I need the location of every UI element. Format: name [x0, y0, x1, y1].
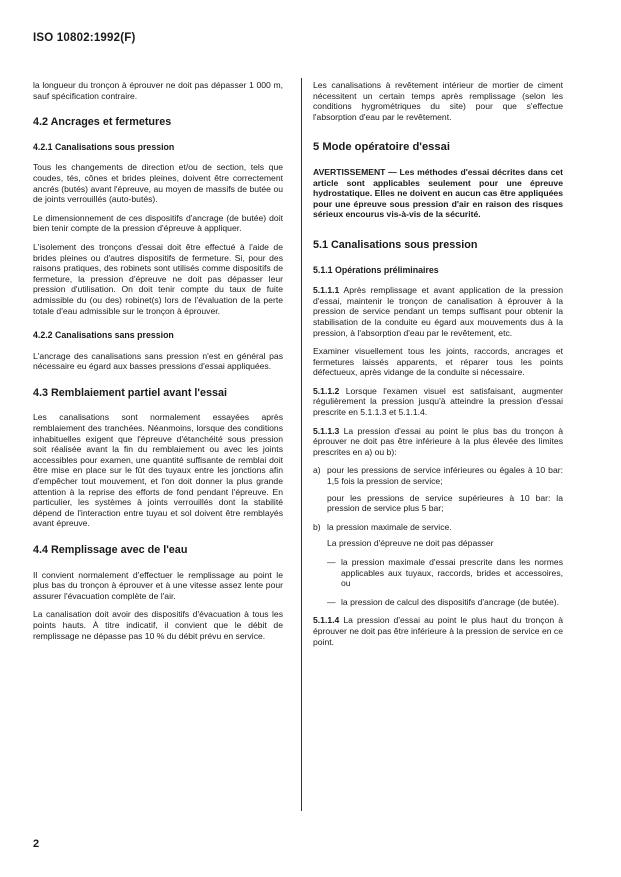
dash-item: [327, 597, 563, 608]
clause-text: Lorsque l'examen visuel est satisfaisant, augmenter régulièrement la pression jusqu'à atteindre la pression d'essai prescrite en 5.1.1.3 et 5.1.1.4.: [313, 385, 564, 418]
heading-4-2-2: 4.2.2 Canalisations sans pression: [33, 330, 174, 341]
clause-number: 5.1.1.4: [313, 615, 340, 626]
paragraph: Les canalisations sont normalement essayées après remblaiement des tranchées. Néanmoins, lorsque des conditions inhabituelles exigent que l'épreuve d'étanchéité sous pression soit réalisée avant la fin du remblaiement ou avec les joints accessibles pour examen, une quantité suffisante de remblai doit être mise en place sur le fût des tuyaux entre les jonctions afin d'empêcher tout mouvement, et l'on doit donner la plus grande attention à la reprise des efforts de fond pendant l'épreuve. En particulier, les systèmes à joints verrouillés dont la stabilité dépend de l'interaction entre tuyau et sol doivent être remblayés avant épreuve.: [33, 412, 283, 529]
paragraph: Examiner visuellement tous les joints, raccords, ancrages et fermetures laissés apparents, et réparer tous les points défectueux, après vidange de la conduite si nécessaire.: [313, 346, 563, 378]
left-column: [33, 80, 283, 649]
clause-text: La pression d'essai au point le plus haut du tronçon à éprouver ne doit pas être inférieure à la pression de service en ce point.: [313, 615, 563, 647]
heading-4-2-1: 4.2.1 Canalisations sous pression: [33, 141, 175, 152]
clause-number: 5.1.1.3: [313, 425, 340, 436]
dash-marker: —: [327, 596, 336, 607]
page-header-standard: ISO 10802:1992(F): [33, 32, 136, 44]
paragraph: la longueur du tronçon à éprouver ne doit pas dépasser 1 000 m, sauf spécification contraire.: [33, 80, 283, 101]
list-item-a: [313, 465, 563, 486]
paragraph: Le dimensionnement de ces dispositifs d'ancrage (de butée) doit bien tenir compte de la pression d'épreuve à appliquer.: [33, 212, 283, 234]
clause-5-1-1-4: [313, 615, 563, 647]
list-item-b: [313, 522, 563, 533]
paragraph: Il convient normalement d'effectuer le remplissage au point le plus bas du tronçon à éprouver et à une vitesse assez lente pour assurer l'évacuation complète de l'air.: [33, 569, 283, 601]
list-marker: a): [313, 465, 321, 476]
heading-5-1-1: 5.1.1 Opérations préliminaires: [313, 264, 439, 275]
page-number: 2: [33, 838, 40, 850]
dash-text: la pression maximale d'essai prescrite dans les normes applicables aux tuyaux, raccords, brides et accessoires, ou: [341, 557, 563, 589]
paragraph: Les canalisations à revêtement intérieur de mortier de ciment nécessitent un certain temps après remplissage (selon les conditions hygrométriques du site) pour que s'effectue l'absorption d'eau par le revêtement.: [313, 80, 563, 122]
paragraph: Tous les changements de direction et/ou de section, tels que coudes, tés, cônes et brides pleines, doivent être correctement ancrés (butés) avant l'épreuve, au moyen de massifs de butée ou de joints verrouillés (auto-butés).: [33, 162, 283, 205]
warning-paragraph: AVERTISSEMENT — Les méthodes d'essai décrites dans cet article sont applicables seulement pour une épreuve hydrostatique. Elles ne doivent en aucun cas être appliquées pour une épreuve sous pression d'air en raison des risques sérieux encourus vis-à-vis de la sécurité.: [313, 166, 563, 220]
heading-4-3: 4.3 Remblaiement partiel avant l'essai: [33, 386, 228, 399]
list-marker: b): [313, 521, 321, 532]
paragraph: L'isolement des tronçons d'essai doit être effectué à l'aide de brides pleines ou d'autres dispositifs de fermeture. Si, pour des raisons pratiques, des robinets sont utilisés comme dispositifs de fermeture, la pression d'épreuve ne doit pas dépasser leur pression d'utilisation. On doit tenir compte du taux de fuite admissible du (ou des) robinet(s) lors de l'évaluation de la perte totale d'eau admissible sur le tronçon à éprouver.: [33, 241, 283, 316]
paragraph: La canalisation doit avoir des dispositifs d'évacuation à tous les points hauts. À titre indicatif, il convient que le débit de remplissage ne dépasse pas 10 % du débit prévu en service.: [33, 609, 283, 641]
heading-4-2: 4.2 Ancrages et fermetures: [33, 116, 172, 129]
list-continuation: pour les pressions de service supérieures à 10 bar: la pression de service plus 5 bar;: [327, 492, 563, 514]
clause-number: 5.1.1.2: [313, 385, 340, 396]
heading-5-1: 5.1 Canalisations sous pression: [313, 238, 478, 251]
list-text: pour les pressions de service inférieures ou égales à 10 bar: 1,5 fois la pression de service;: [327, 465, 563, 487]
clause-5-1-1-3: [313, 426, 563, 458]
clause-text: La pression d'essai au point le plus bas du tronçon à éprouver ne doit pas être inférieure à la plus élevée des limites prescrites en a) ou b):: [313, 425, 564, 457]
dash-marker: —: [327, 557, 336, 567]
right-column: [313, 80, 563, 655]
heading-5: 5 Mode opératoire d'essai: [313, 141, 450, 154]
dash-text: la pression de calcul des dispositifs d'ancrage (de butée).: [341, 596, 560, 607]
list-continuation: La pression d'épreuve ne doit pas dépasser: [327, 538, 494, 549]
list-text: la pression maximale de service.: [327, 521, 452, 532]
clause-text: Après remplissage et avant application de la pression d'essai, maintenir le tronçon de canalisation à éprouver à la pression de service pendant un temps suffisant pour obtenir la stabilisation de la conduite eu égard aux mouvements dus à la pression, à l'absorption d'eau par le revêtement, etc.: [313, 285, 563, 338]
clause-5-1-1-2: [313, 386, 563, 418]
clause-number: 5.1.1.1: [313, 285, 340, 296]
heading-4-4: 4.4 Remplissage avec de l'eau: [33, 544, 188, 556]
column-divider: [301, 78, 302, 811]
paragraph: L'ancrage des canalisations sans pression n'est en général pas nécessaire eu égard aux basses pressions d'essai appliquées.: [33, 350, 283, 372]
dash-item: [327, 557, 563, 589]
clause-5-1-1-1: [313, 285, 563, 338]
